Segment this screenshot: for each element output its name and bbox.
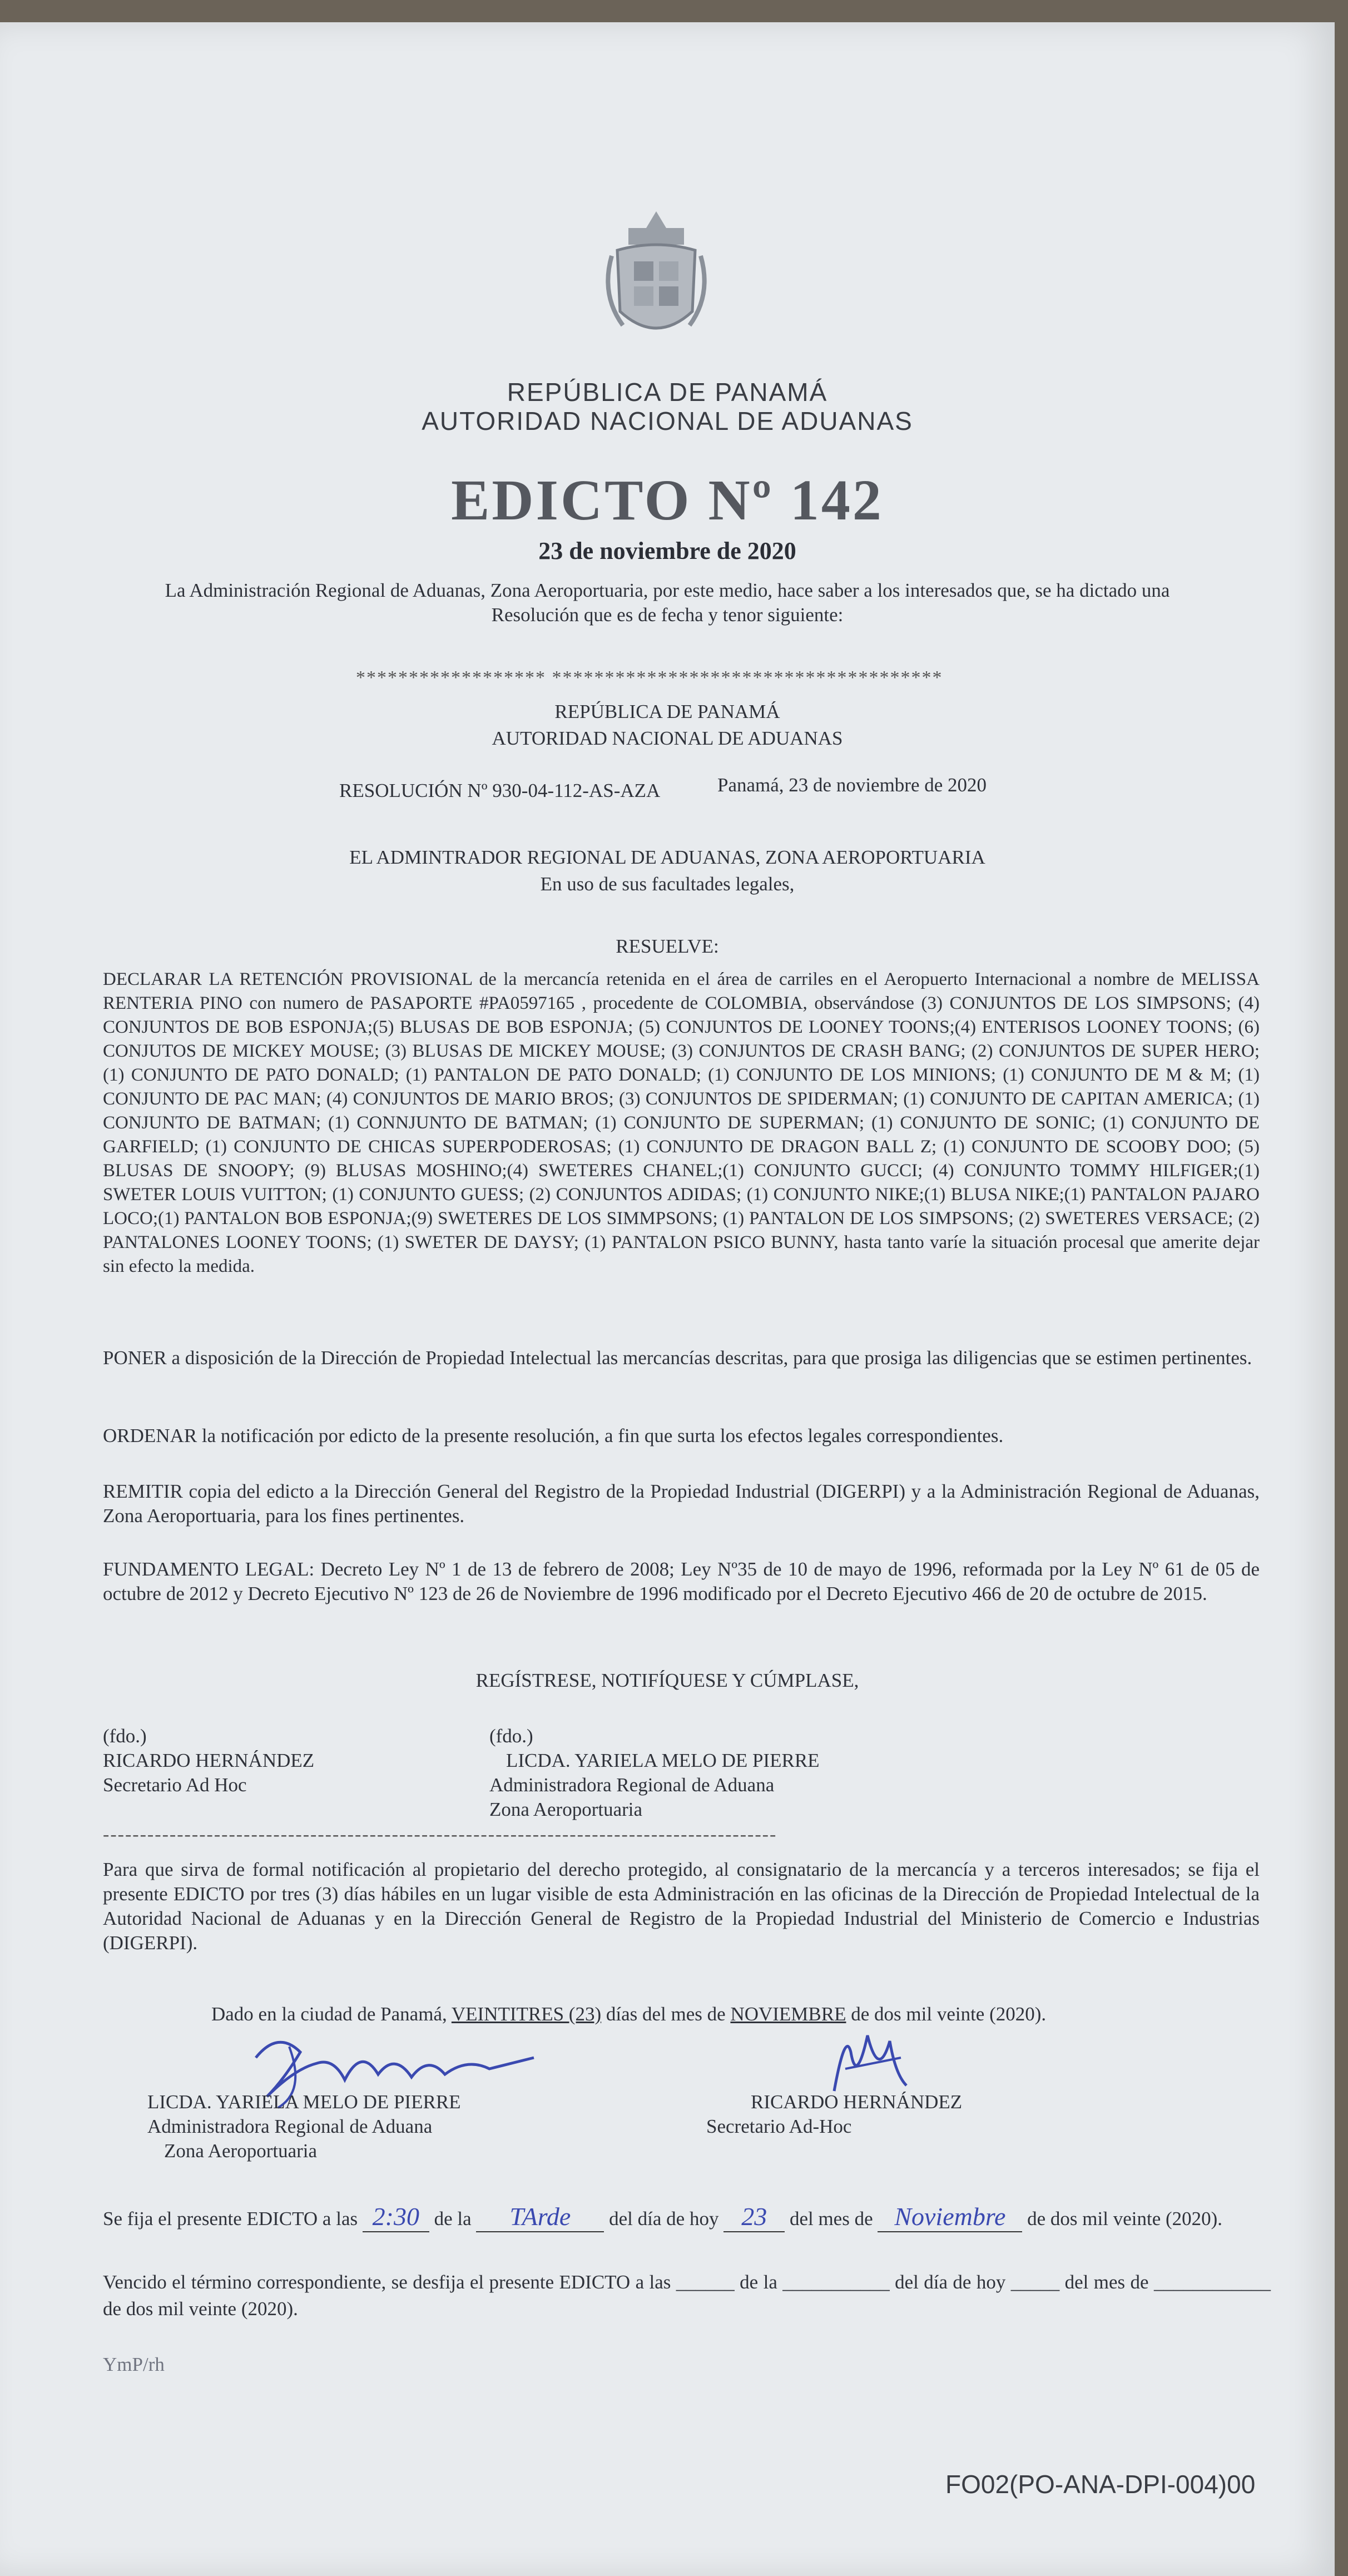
posted-p4: del mes de [789, 2208, 873, 2230]
posted-p2: de la [434, 2208, 472, 2230]
posted-p3: del día de hoy [609, 2208, 719, 2230]
document-page [0, 22, 1335, 2576]
posted-p1: Se fija el presente EDICTO a las [103, 2208, 358, 2230]
given-prefix: Dado en la ciudad de Panamá, [211, 2003, 447, 2025]
signer-left-name: RICARDO HERNÁNDEZ [103, 1750, 315, 1771]
separator-stars: ****************** ************************************* [356, 667, 943, 688]
intro-paragraph: La Administración Regional de Aduanas, Zona Aeroportuaria, por este medio, hace saber a los interesados que, se ha dictado una Resolución que es de fecha y tenor siguiente: [165, 579, 1170, 626]
resolution-fundamento-paragraph: FUNDAMENTO LEGAL: Decreto Ley Nº 1 de 13 de febrero de 2008; Ley Nº35 de 10 de mayo de 1996, reformada por la Ley Nº 61 de 05 de octubre de 2012 y Decreto Ejecutivo Nº 123 de 26 de Noviembre de 1996 modificado por el Decreto Ejecutivo 466 de 20 de octubre de 2015. [103, 1558, 1260, 1604]
signer-left-role: Secretario Ad Hoc [103, 1774, 247, 1796]
posted-hour: 2:30 [363, 2202, 429, 2232]
signer-left-fdo: (fdo.) [103, 1725, 147, 1747]
initials: YmP/rh [103, 2354, 165, 2375]
resolution-declarar-paragraph: DECLARAR LA RETENCIÓN PROVISIONAL de la mercancía retenida en el área de carriles en el Aeropuerto Internacional a nombre de MELISSA RENTERIA PINO con numero de PASAPORTE #PA0597165 , procedente de COLOMBIA, observándose (3) CONJUNTOS DE LOS SIMPSONS; (4) CONJUNTOS DE BOB ESPONJA;(5) BLUSAS DE BOB ESPONJA; (5) CONJUNTOS DE LOONEY TOONS;(4) ENTERISOS LOONEY TOONS; (6) CONJUTOS DE MICKEY MOUSE; (3) BLUSAS DE MICKEY MOUSE; (3) CONJUNTOS DE CRASH BANG; (2) CONJUNTOS DE SUPER HERO; (1) CONJUNTO DE PATO DONALD; (1) PANTALON DE PATO DONALD; (1) CONJUNTO DE LOS MINIONS; (1) CONJUNTO DE M & M; (1) CONJUNTO DE PAC MAN; (4) CONJUNTOS DE MARIO BROS; (3) CONJUNTOS DE SPIDERMAN; (1) CONJUNTO DE CAPITAN AMERICA; (1) CONJUNTO DE BATMAN; (1) CONNJUNTO DE BATMAN; (1) CONJUNTO DE SUPERMAN; (1) CONJUNTO DE SONIC; (1) CONJUNTO DE GARFIELD; (1) CONJUNTO DE CHICAS SUPERPODEROSAS; (1) CONJUNTO DE DRAGON BALL Z; (1) CONJUNTO DE SCOOBY DOO; (5) BLUSAS DE SNOOPY; (9) BLUSAS MOSHINO;(4) SWETERES CHANEL;(1) CONJUNTO GUCCI; (4) CONJUNTO TOMMY HILFIGER;(1) SWETER LOUIS VUITTON; (1) CONJUNTO GUESS; (2) CONJUNTOS ADIDAS; (1) CONJUNTO NIKE;(1) BLUSA NIKE;(1) PANTALON PAJARO LOCO;(1) PANTALON BOB ESPONJA;(9) SWETERES DE LOS SIMMPSONS; (1) PANTALON DE LOS SIMPSONS; (2) SWETERES VERSACE; (2) PANTALONES LOONEY TOONS; (1) SWETER DE DAYSY; (1) PANTALON PSICO BUNNY, hasta tanto varíe la situación procesal que amerite dejar sin efecto la medida. [103, 969, 1260, 1276]
separator-dashes: ------------------------------------------------------------------------------------------- [103, 1824, 777, 1845]
resolution-poner-paragraph: PONER a disposición de la Dirección de Propiedad Intelectual las mercancías descritas, para que prosiga las diligencias que se estimen pertinentes. [103, 1347, 1252, 1369]
header-country: REPÚBLICA DE PANAMÁ [507, 378, 828, 407]
resolution-closing: REGÍSTRESE, NOTIFÍQUESE Y CÚMPLASE, [475, 1670, 859, 1691]
resolution-remitir-paragraph: REMITIR copia del edicto a la Dirección General del Registro de la Propiedad Industrial (DIGERPI) y a la Administración Regional de Aduanas, Zona Aeroportuaria, para los fines pertinentes. [103, 1480, 1260, 1527]
posted-month: Noviembre [878, 2202, 1022, 2232]
signer-right-role: Administradora Regional de Aduana [489, 1774, 775, 1796]
given-month: NOVIEMBRE [730, 2003, 846, 2025]
resolution-country: REPÚBLICA DE PANAMÁ [554, 701, 780, 722]
notice-paragraph: Para que sirva de formal notificación al propietario del derecho protegido, al consignatario de la mercancía y a terceros interesados; se fija el presente EDICTO por tres (3) días hábiles en un lugar visible de esta Administración en las oficinas de la Dirección de Propiedad Intelectual de la Autoridad Nacional de Aduanas y en la Dirección General de Registro de la Propiedad Industrial del Ministerio de Comercio e Industrias (DIGERPI). [103, 1859, 1260, 1954]
header-agency: AUTORIDAD NACIONAL DE ADUANAS [422, 407, 913, 435]
form-code: FO02(PO-ANA-DPI-004)00 [945, 2470, 1256, 2499]
sign-right-role: Secretario Ad-Hoc [706, 2116, 852, 2137]
resolution-number: RESOLUCIÓN Nº 930-04-112-AS-AZA [339, 780, 661, 801]
signer-right-zone: Zona Aeroportuaria [489, 1799, 643, 1820]
posted-period: TArde [476, 2202, 604, 2232]
given-suffix: de dos mil veinte (2020). [851, 2003, 1047, 2025]
given-day: VEINTITRES (23) [451, 2003, 602, 2025]
posted-line [103, 2202, 1271, 2233]
resolution-powers: En uso de sus facultades legales, [540, 873, 795, 895]
sign-left-role: Administradora Regional de Aduana [147, 2116, 433, 2137]
posted-p5: de dos mil veinte (2020). [1027, 2208, 1223, 2230]
coat-of-arms-seal [601, 206, 712, 350]
sign-right-name: RICARDO HERNÁNDEZ [751, 2091, 963, 2113]
resolution-place-date: Panamá, 23 de noviembre de 2020 [717, 774, 987, 796]
posted-day: 23 [723, 2202, 785, 2232]
given-line [211, 2002, 1268, 2027]
signer-right-name: LICDA. YARIELA MELO DE PIERRE [506, 1750, 820, 1771]
resolution-ordenar-paragraph: ORDENAR la notificación por edicto de la presente resolución, a fin que surta los efectos legales correspondientes. [103, 1425, 1004, 1446]
given-mid: días del mes de [606, 2003, 726, 2025]
resolution-resuelve: RESUELVE: [616, 935, 719, 957]
sign-left-name: LICDA. YARIELA MELO DE PIERRE [147, 2091, 461, 2113]
sign-left-zone: Zona Aeroportuaria [164, 2140, 318, 2162]
expired-paragraph: Vencido el término correspondiente, se desfija el presente EDICTO a las ______ de la ___________ del día de hoy _____ del mes de ____________ de dos mil veinte (2020). [103, 2271, 1271, 2320]
edict-date: 23 de noviembre de 2020 [538, 537, 796, 564]
resolution-agency: AUTORIDAD NACIONAL DE ADUANAS [492, 727, 843, 749]
resolution-authority: EL ADMINTRADOR REGIONAL DE ADUANAS, ZONA AEROPORTUARIA [349, 846, 985, 868]
signer-right-fdo: (fdo.) [489, 1725, 533, 1747]
edict-title: EDICTO Nº 142 [451, 468, 884, 532]
